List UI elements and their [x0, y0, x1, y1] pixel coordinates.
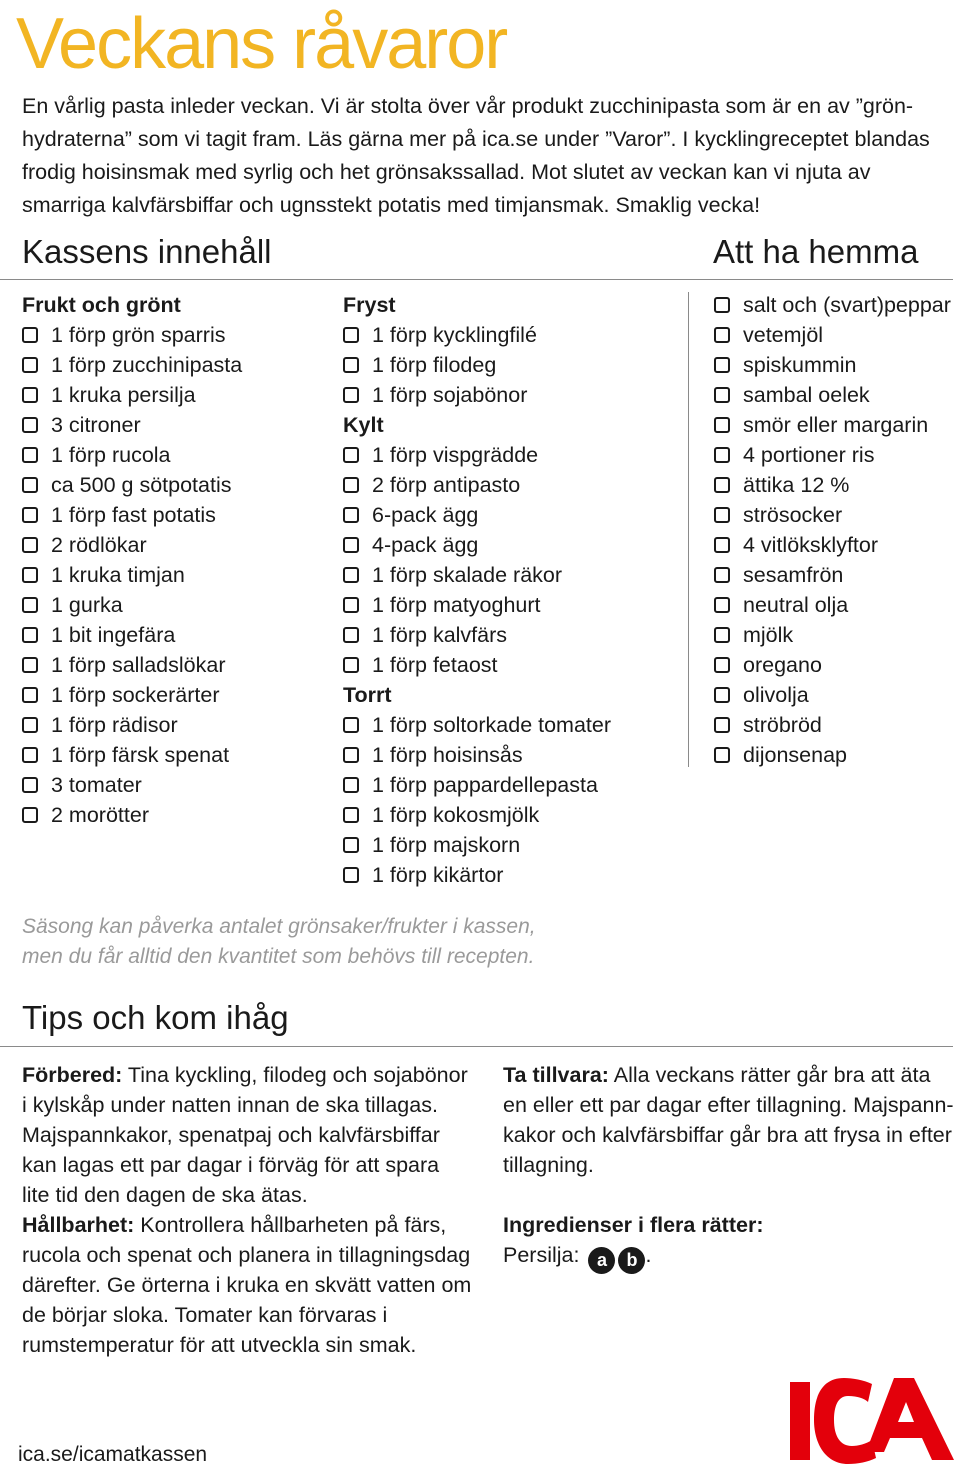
hemma-list: [714, 290, 960, 770]
checklist-item: [343, 320, 611, 350]
item-label: sambal oelek: [743, 383, 870, 407]
item-label: 1 förp sojabönor: [372, 383, 528, 407]
item-label: neutral olja: [743, 593, 849, 617]
item-label: 1 förp kalvfärs: [372, 623, 508, 647]
item-label: 2 morötter: [51, 803, 149, 827]
item-label: 3 tomater: [51, 773, 142, 797]
category-heading: Kylt: [343, 413, 384, 437]
checkbox[interactable]: [22, 507, 38, 523]
checkbox[interactable]: [714, 687, 730, 703]
checkbox[interactable]: [714, 717, 730, 733]
checklist-item: [714, 680, 960, 710]
checklist-item: [714, 290, 960, 320]
checklist-item: [343, 440, 611, 470]
checkbox[interactable]: [343, 357, 359, 373]
checkbox[interactable]: [343, 867, 359, 883]
hallbarhet-label: Hållbarhet:: [22, 1213, 135, 1237]
checklist-item: [343, 800, 611, 830]
tips-divider: [0, 1046, 953, 1047]
checklist-item: [714, 530, 960, 560]
category-heading: Fryst: [343, 293, 396, 317]
checklist-item: [343, 560, 611, 590]
checklist-item: [714, 440, 960, 470]
checkbox[interactable]: [22, 747, 38, 763]
checklist-item: [714, 710, 960, 740]
item-label: ströbröd: [743, 713, 822, 737]
item-label: salt och (svart)peppar: [743, 293, 951, 317]
footer-url: ica.se/icamatkassen: [18, 1443, 208, 1466]
recipe-a-badge: a: [588, 1247, 615, 1274]
item-label: 1 förp rucola: [51, 443, 171, 467]
item-label: 1 förp kikärtor: [372, 863, 504, 887]
checklist-item: [714, 380, 960, 410]
checklist-item: [714, 590, 960, 620]
checklist-item: [22, 620, 242, 650]
item-label: 1 förp hoisinsås: [372, 743, 523, 767]
item-label: 1 kruka persilja: [51, 383, 196, 407]
checklist-item: [22, 320, 242, 350]
checkbox[interactable]: [22, 627, 38, 643]
item-label: 1 förp grön sparris: [51, 323, 226, 347]
season-note: Säsong kan påverka antalet grönsaker/frukter i kassen, men du får alltid den kvantitet som behövs till recepten.: [22, 915, 536, 968]
item-label: 4-pack ägg: [372, 533, 479, 557]
checkbox[interactable]: [343, 747, 359, 763]
item-label: 1 förp majskorn: [372, 833, 521, 857]
checklist-item: [714, 350, 960, 380]
end-dot: .: [645, 1243, 652, 1267]
item-label: 2 rödlökar: [51, 533, 147, 557]
checkbox[interactable]: [714, 507, 730, 523]
checklist-item: [343, 470, 611, 500]
checklist-item: [22, 470, 242, 500]
checklist-item: [343, 650, 611, 680]
checkbox[interactable]: [343, 387, 359, 403]
checklist-item: [22, 380, 242, 410]
frozen-cold-dry-column: [343, 290, 611, 890]
kassen-heading: Kassens innehåll: [22, 233, 272, 270]
frukt-list: [22, 320, 242, 830]
item-label: strösocker: [743, 503, 843, 527]
checkbox[interactable]: [343, 507, 359, 523]
checklist-item: [22, 530, 242, 560]
forbered-text: Tina kyckling, filodeg och sojabönor i kylskåp under natten innan de ska tillagas. Majspannkakor, spenatpaj och kalvfärsbiffar kan lagas ett par dagar i förväg för att spara lite tid den dagen de ska ätas.: [22, 1063, 468, 1207]
checklist-item: [22, 350, 242, 380]
tips-left: [22, 1060, 472, 1360]
checklist-item: [714, 470, 960, 500]
tillvara-text: Alla veckans rätter går bra att äta en eller ett par dagar efter tillagning. Majspann- kakor och kalvfärsbiffar går bra att frysa in efter tillagning.: [503, 1063, 954, 1177]
tillvara-label: Ta tillvara:: [503, 1063, 609, 1087]
checkbox[interactable]: [22, 357, 38, 373]
item-label: 4 vitlöksklyftor: [743, 533, 879, 557]
item-label: 1 förp kokosmjölk: [372, 803, 540, 827]
item-label: 1 förp rädisor: [51, 713, 178, 737]
checkbox[interactable]: [714, 537, 730, 553]
checklist-item: [22, 680, 242, 710]
item-label: vetemjöl: [743, 323, 824, 347]
item-label: oregano: [743, 653, 822, 677]
checkbox[interactable]: [22, 537, 38, 553]
checkbox[interactable]: [22, 597, 38, 613]
page-title: Veckans råvaror: [16, 4, 507, 84]
checkbox[interactable]: [714, 447, 730, 463]
item-label: smör eller margarin: [743, 413, 929, 437]
checklist-item: [714, 320, 960, 350]
item-label: 1 förp matyoghurt: [372, 593, 541, 617]
checkbox[interactable]: [343, 717, 359, 733]
torrt-list: [343, 710, 611, 890]
item-label: 1 förp filodeg: [372, 353, 497, 377]
item-label: 1 gurka: [51, 593, 123, 617]
section-divider: [0, 279, 953, 280]
checklist-item: [22, 440, 242, 470]
checklist-item: [343, 590, 611, 620]
checklist-item: [343, 350, 611, 380]
checkbox[interactable]: [714, 477, 730, 493]
item-label: ättika 12 %: [743, 473, 850, 497]
checkbox[interactable]: [714, 297, 730, 313]
checkbox[interactable]: [343, 567, 359, 583]
checklist-item: [343, 860, 611, 890]
ingredienser-label: Ingredienser i flera rätter:: [503, 1213, 764, 1237]
checkbox[interactable]: [343, 777, 359, 793]
checklist-item: [343, 770, 611, 800]
item-label: 1 förp zucchinipasta: [51, 353, 243, 377]
kylt-list: [343, 440, 611, 680]
column-divider: [688, 292, 689, 767]
item-label: 1 förp soltorkade tomater: [372, 713, 612, 737]
checkbox[interactable]: [714, 567, 730, 583]
item-label: spiskummin: [743, 353, 857, 377]
checklist-item: [714, 500, 960, 530]
checkbox[interactable]: [714, 327, 730, 343]
item-label: 1 förp sockerärter: [51, 683, 220, 707]
checklist-item: [22, 650, 242, 680]
checkbox[interactable]: [22, 447, 38, 463]
tips-heading: Tips och kom ihåg: [22, 999, 289, 1036]
item-label: 1 förp färsk spenat: [51, 743, 230, 767]
checkbox[interactable]: [714, 417, 730, 433]
checklist-item: [22, 410, 242, 440]
forbered-label: Förbered:: [22, 1063, 123, 1087]
checklist-item: [714, 410, 960, 440]
checkbox[interactable]: [22, 777, 38, 793]
checkbox[interactable]: [343, 327, 359, 343]
checkbox[interactable]: [343, 597, 359, 613]
frukt-column: [22, 290, 242, 830]
checkbox[interactable]: [22, 477, 38, 493]
checklist-item: [343, 710, 611, 740]
tips-right: [503, 1060, 958, 1274]
item-label: sesamfrön: [743, 563, 844, 587]
checklist-item: [343, 500, 611, 530]
checkbox[interactable]: [714, 657, 730, 673]
checklist-item: [343, 620, 611, 650]
checklist-item: [343, 830, 611, 860]
item-label: 1 förp fetaost: [372, 653, 498, 677]
checklist-item: [714, 740, 960, 770]
item-label: 3 citroner: [51, 413, 141, 437]
item-label: 1 förp pappardellepasta: [372, 773, 598, 797]
hemma-column: [714, 290, 960, 770]
checkbox[interactable]: [714, 597, 730, 613]
checklist-item: [714, 560, 960, 590]
checklist-item: [343, 530, 611, 560]
checkbox[interactable]: [343, 537, 359, 553]
item-label: mjölk: [743, 623, 794, 647]
checklist-item: [22, 770, 242, 800]
checklist-item: [22, 740, 242, 770]
checkbox[interactable]: [22, 807, 38, 823]
category-heading: Torrt: [343, 683, 392, 707]
item-label: 1 förp vispgrädde: [372, 443, 539, 467]
checklist-item: [714, 650, 960, 680]
checkbox[interactable]: [22, 417, 38, 433]
fryst-list: [343, 320, 611, 410]
checklist-item: [22, 710, 242, 740]
checkbox[interactable]: [22, 687, 38, 703]
checklist-item: [343, 740, 611, 770]
checkbox[interactable]: [714, 627, 730, 643]
item-label: 1 förp salladslökar: [51, 653, 226, 677]
checkbox[interactable]: [343, 807, 359, 823]
checklist-item: [22, 560, 242, 590]
item-label: ca 500 g sötpotatis: [51, 473, 232, 497]
checklist-item: [22, 590, 242, 620]
checkbox[interactable]: [343, 477, 359, 493]
recipe-b-badge: b: [618, 1247, 645, 1274]
checkbox[interactable]: [343, 447, 359, 463]
checkbox[interactable]: [22, 657, 38, 673]
checkbox[interactable]: [714, 747, 730, 763]
item-label: 1 bit ingefära: [51, 623, 176, 647]
checklist-item: [343, 380, 611, 410]
checkbox[interactable]: [22, 387, 38, 403]
item-label: 1 förp skalade räkor: [372, 563, 563, 587]
checklist-item: [22, 800, 242, 830]
checkbox[interactable]: [714, 357, 730, 373]
hallbarhet-text: Kontrollera hållbarheten på färs, rucola och spenat och planera in tillagningsdag därefter. Ge örterna i kruka en skvätt vatten om de börjar sloka. Tomater kan förvaras i rumstemperatur för att utveckla sin smak.: [22, 1213, 472, 1357]
ica-logo: [786, 1378, 954, 1464]
item-label: 2 förp antipasto: [372, 473, 521, 497]
hemma-heading: Att ha hemma: [713, 233, 919, 270]
checkbox[interactable]: [22, 717, 38, 733]
item-label: dijonsenap: [743, 743, 848, 767]
checkbox[interactable]: [343, 627, 359, 643]
item-label: 1 förp kycklingfilé: [372, 323, 537, 347]
checkbox[interactable]: [343, 837, 359, 853]
item-label: 1 kruka timjan: [51, 563, 185, 587]
item-label: 4 portioner ris: [743, 443, 875, 467]
category-heading: Frukt och grönt: [22, 293, 181, 317]
checkbox[interactable]: [343, 657, 359, 673]
checkbox[interactable]: [22, 327, 38, 343]
item-label: olivolja: [743, 683, 809, 707]
persilja-label: Persilja:: [503, 1243, 580, 1267]
checklist-item: [22, 500, 242, 530]
checkbox[interactable]: [714, 387, 730, 403]
checklist-item: [714, 620, 960, 650]
checkbox[interactable]: [22, 567, 38, 583]
intro-text: En vårlig pasta inleder veckan. Vi är stolta över vår produkt zucchinipasta som är en av ”grön- hydraterna” som vi tagit fram. Läs gärna mer på ica.se under ”Varor”. I kycklingreceptet blandas frodig hoisinsmak med syrlig och het grönsakssallad. Mot slutet av veckan kan vi njuta av smarriga kalvfärsbiffar och ugnsstekt potatis med timjansmak. Smaklig vecka!: [22, 94, 930, 217]
item-label: 6-pack ägg: [372, 503, 479, 527]
item-label: 1 förp fast potatis: [51, 503, 216, 527]
